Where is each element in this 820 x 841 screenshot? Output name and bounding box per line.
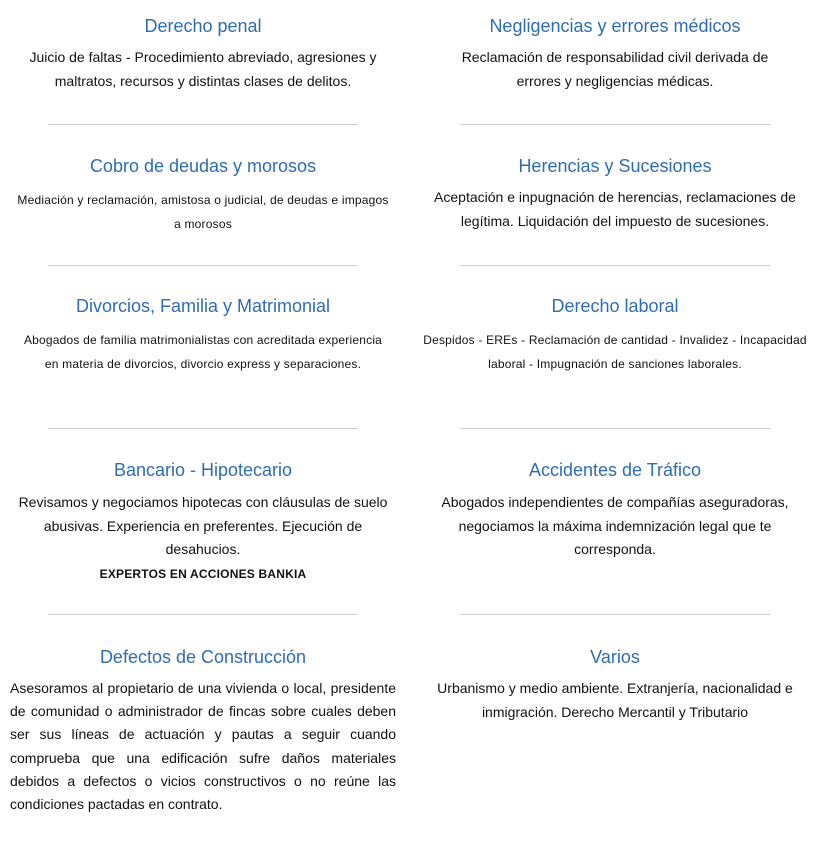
- section-derecho-penal: [8, 15, 398, 93]
- section-title[interactable]: Accidentes de Tráfico: [528, 460, 702, 480]
- divider: [48, 265, 358, 266]
- divider: [48, 428, 358, 429]
- section-description: Abogados de familia matrimonialistas con acreditada experiencia en materia de divorcios, divorcio express y separaciones.: [23, 333, 383, 371]
- section-description: Despidos - EREs - Reclamación de cantidad - Invalidez - Incapacidad laboral - Impugnación de sanciones laborales.: [423, 333, 807, 371]
- section-title[interactable]: Herencias y Sucesiones: [518, 156, 712, 176]
- section-description: Juicio de faltas - Procedimiento abreviado, agresiones y maltratos, recursos y distintas clases de delitos.: [29, 49, 377, 89]
- section-divorcios: [8, 295, 398, 376]
- section-title[interactable]: Varios: [590, 647, 640, 667]
- section-trafico: [420, 459, 810, 562]
- section-title[interactable]: Derecho laboral: [551, 296, 679, 316]
- divider: [460, 124, 770, 125]
- divider: [48, 124, 358, 125]
- section-description: Abogados independientes de compañías aseguradoras, negociamos la máxima indemnización legal que te corresponda.: [441, 494, 789, 557]
- divider: [460, 614, 770, 615]
- section-description: Asesoramos al propietario de una vivienda o local, presidente de comunidad o administrador de fincas sobre cuales deben ser sus líneas de actuación y pautas a seguir cuando comprueba que una edificación sufre daños materiales debidos a defectos o vicios constructivos o no reúne las condiciones pactadas en contrato.: [10, 680, 396, 813]
- section-description: Aceptación e inpugnación de herencias, reclamaciones de legítima. Liquidación del impuesto de sucesiones.: [434, 189, 796, 229]
- section-herencias: [420, 155, 810, 233]
- section-title[interactable]: Derecho penal: [144, 16, 262, 36]
- section-title[interactable]: Negligencias y errores médicos: [489, 16, 741, 36]
- divider: [460, 265, 770, 266]
- section-title[interactable]: Divorcios, Familia y Matrimonial: [75, 296, 331, 316]
- section-varios: [420, 646, 810, 724]
- section-title[interactable]: Bancario - Hipotecario: [113, 460, 293, 480]
- section-cobro-deudas: [8, 155, 398, 236]
- section-construccion: [8, 646, 398, 816]
- divider: [48, 614, 358, 615]
- section-laboral: [420, 295, 810, 376]
- divider: [460, 428, 770, 429]
- section-title[interactable]: Cobro de deudas y morosos: [89, 156, 317, 176]
- section-description: Mediación y reclamación, amistosa o judicial, de deudas e impagos a morosos: [17, 193, 389, 231]
- section-bancario: [8, 459, 398, 584]
- section-negligencias: [420, 15, 810, 93]
- bankia-note: EXPERTOS EN ACCIONES BANKIA: [99, 566, 307, 581]
- section-description: Urbanismo y medio ambiente. Extranjería, nacionalidad e inmigración. Derecho Mercantil y Tributario: [437, 680, 793, 720]
- section-description: Revisamos y negociamos hipotecas con cláusulas de suelo abusivas. Experiencia en preferentes. Ejecución de desahucios.: [18, 494, 388, 557]
- section-description: Reclamación de responsabilidad civil derivada de errores y negligencias médicas.: [461, 49, 769, 89]
- section-title[interactable]: Defectos de Construcción: [99, 647, 307, 667]
